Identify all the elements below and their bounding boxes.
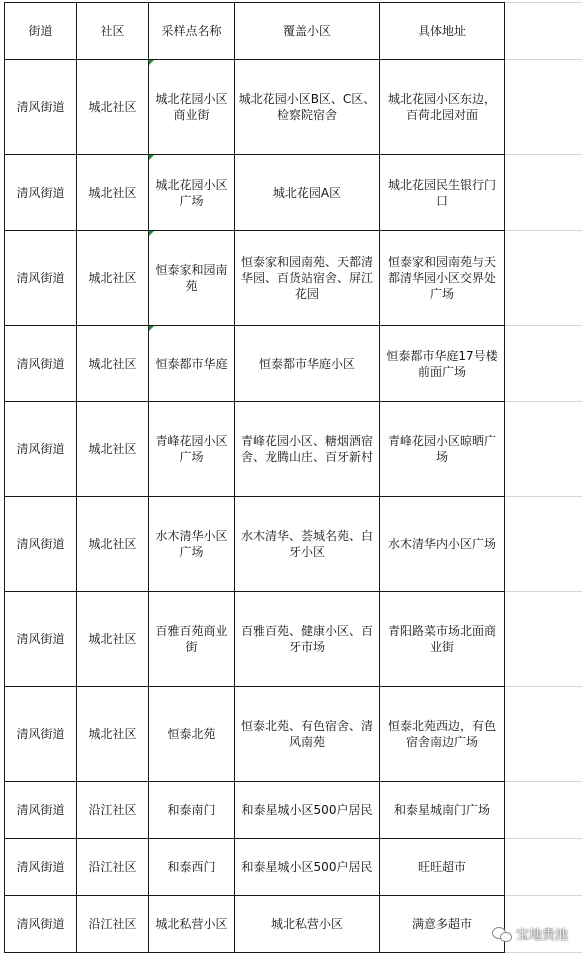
cell-text: 城北花园小区广场: [155, 177, 228, 208]
cell-text: 和泰南门: [167, 803, 216, 817]
cell-street[interactable]: [5, 326, 77, 402]
cell-text: 恒泰家和园南苑、天都清华园、百货站宿舍、屏江花园: [240, 255, 373, 301]
cell-address[interactable]: [380, 60, 505, 155]
cell-address[interactable]: [380, 402, 505, 497]
cell-street[interactable]: [5, 60, 77, 155]
cell-text: 清风街道: [16, 727, 65, 741]
cell-street[interactable]: [5, 782, 77, 839]
cell-text: 清风街道: [16, 917, 65, 931]
cell-address[interactable]: [380, 896, 505, 953]
cell-street[interactable]: [5, 592, 77, 687]
table-row: [5, 497, 582, 592]
cell-coverage[interactable]: [235, 60, 380, 155]
cell-text: 沿江社区: [88, 803, 137, 817]
cell-street[interactable]: [5, 896, 77, 953]
cell-text: 青阳路菜市场北面商业街: [387, 624, 496, 654]
cell-sampling-point[interactable]: [149, 231, 235, 326]
header-coverage[interactable]: 覆盖小区: [235, 3, 380, 60]
cell-coverage[interactable]: [235, 326, 380, 402]
cell-text: 城北社区: [88, 727, 137, 741]
cell-text: 和泰星城小区500户居民: [241, 860, 373, 874]
table-row: [5, 782, 582, 839]
empty-cell[interactable]: [505, 592, 582, 687]
cell-text: 城北社区: [88, 271, 137, 285]
cell-street[interactable]: [5, 155, 77, 231]
cell-text: 青峰花园小区、糖烟酒宿舍、龙腾山庄、百牙新村: [240, 434, 373, 464]
empty-cell[interactable]: [505, 231, 582, 326]
cell-coverage[interactable]: [235, 687, 380, 782]
header-row: [5, 3, 582, 60]
header-sampling-point[interactable]: 采样点名称: [149, 3, 235, 60]
cell-text: 城北私营小区: [155, 917, 228, 931]
cell-text: 清风街道: [16, 860, 65, 874]
empty-cell[interactable]: [505, 326, 582, 402]
cell-street[interactable]: [5, 402, 77, 497]
cell-text: 城北社区: [88, 442, 137, 456]
cell-text: 水木清华内小区广场: [387, 537, 496, 551]
cell-sampling-point[interactable]: [149, 839, 235, 896]
cell-text: 清风街道: [16, 185, 65, 200]
cell-address[interactable]: [380, 155, 505, 231]
cell-text: 城北私营小区: [270, 917, 343, 931]
cell-text: 恒泰都市华庭17号楼前面广场: [386, 348, 498, 379]
empty-cell[interactable]: [505, 60, 582, 155]
cell-text: 清风街道: [16, 803, 65, 817]
cell-coverage[interactable]: [235, 592, 380, 687]
cell-street[interactable]: [5, 497, 77, 592]
cell-text: 恒泰家和园南苑与天都清华园小区交界处广场: [387, 255, 496, 301]
cell-text: 恒泰北苑、有色宿舍、清风南苑: [240, 719, 373, 749]
empty-cell[interactable]: [505, 3, 582, 60]
header-address[interactable]: 具体地址: [380, 3, 505, 60]
cell-community[interactable]: [77, 687, 149, 782]
cell-text: 清风街道: [16, 356, 65, 371]
cell-text: 和泰星城南门广场: [393, 803, 490, 817]
cell-street[interactable]: [5, 839, 77, 896]
cell-coverage[interactable]: [235, 497, 380, 592]
cell-coverage[interactable]: [235, 402, 380, 497]
cell-text: 城北社区: [88, 356, 137, 371]
cell-coverage[interactable]: [235, 155, 380, 231]
cell-text: 满意多超市: [411, 917, 472, 931]
cell-address[interactable]: [380, 326, 505, 402]
error-indicator-icon: [149, 231, 154, 236]
header-community[interactable]: 社区: [77, 3, 149, 60]
empty-cell[interactable]: [505, 497, 582, 592]
cell-community[interactable]: [77, 231, 149, 326]
cell-text: 百雅百苑商业街: [155, 624, 228, 654]
empty-cell[interactable]: [505, 687, 582, 782]
cell-community[interactable]: [77, 326, 149, 402]
error-indicator-icon: [149, 60, 154, 65]
cell-sampling-point[interactable]: [149, 326, 235, 402]
cell-text: 清风街道: [16, 632, 65, 646]
cell-text: 城北社区: [88, 100, 137, 114]
cell-text: 城北社区: [88, 632, 137, 646]
watermark: [492, 924, 568, 943]
cell-text: 沿江社区: [88, 860, 137, 874]
empty-cell[interactable]: [505, 155, 582, 231]
empty-cell[interactable]: [505, 782, 582, 839]
cell-text: 城北花园民生银行门口: [387, 177, 496, 208]
cell-sampling-point[interactable]: [149, 592, 235, 687]
header-street[interactable]: 街道: [5, 3, 77, 60]
table-row: [5, 592, 582, 687]
table-row: [5, 839, 582, 896]
cell-text: 水木清华、荟城名苑、白牙小区: [240, 529, 373, 559]
cell-sampling-point[interactable]: [149, 402, 235, 497]
table-row: [5, 155, 582, 231]
cell-text: 恒泰都市华庭: [155, 356, 228, 371]
cell-text: 沿江社区: [88, 917, 137, 931]
cell-text: 和泰星城小区500户居民: [241, 803, 373, 817]
cell-text: 青峰花园小区广场: [155, 434, 228, 464]
empty-cell[interactable]: [505, 402, 582, 497]
cell-address[interactable]: [380, 839, 505, 896]
cell-text: 水木清华小区广场: [155, 529, 228, 559]
cell-address[interactable]: [380, 497, 505, 592]
cell-community[interactable]: [77, 497, 149, 592]
table-row: [5, 402, 582, 497]
table-row: [5, 326, 582, 402]
cell-text: 清风街道: [16, 271, 65, 285]
wechat-icon: [492, 926, 512, 942]
cell-community[interactable]: [77, 402, 149, 497]
cell-sampling-point[interactable]: [149, 896, 235, 953]
cell-address[interactable]: [380, 231, 505, 326]
sampling-points-table: [4, 2, 582, 953]
cell-sampling-point[interactable]: [149, 687, 235, 782]
table-row: [5, 687, 582, 782]
cell-street[interactable]: [5, 231, 77, 326]
cell-text: 旺旺超市: [417, 860, 466, 874]
cell-text: 城北花园小区B区、C区、检察院宿舍: [238, 92, 376, 122]
table-row: [5, 60, 582, 155]
watermark-text: 宝地贵池: [515, 928, 568, 943]
cell-text: 城北社区: [88, 537, 137, 551]
cell-coverage[interactable]: [235, 839, 380, 896]
cell-text: 清风街道: [16, 442, 65, 456]
cell-text: 城北花园A区: [272, 185, 342, 200]
cell-sampling-point[interactable]: [149, 782, 235, 839]
cell-text: 清风街道: [16, 100, 65, 114]
cell-address[interactable]: [380, 592, 505, 687]
cell-community[interactable]: [77, 839, 149, 896]
empty-cell[interactable]: [505, 839, 582, 896]
cell-coverage[interactable]: [235, 231, 380, 326]
cell-text: 和泰西门: [167, 860, 216, 874]
error-indicator-icon: [149, 326, 154, 331]
cell-coverage[interactable]: [235, 782, 380, 839]
cell-text: 恒泰北苑西边，有色宿舍南边广场: [387, 719, 496, 749]
cell-community[interactable]: [77, 592, 149, 687]
cell-community[interactable]: [77, 896, 149, 953]
cell-text: 青峰花园小区晾晒广场: [387, 434, 496, 464]
cell-text: 城北社区: [88, 185, 137, 200]
cell-text: 恒泰北苑: [167, 727, 216, 741]
cell-text: 百雅百苑、健康小区、百牙市场: [240, 624, 373, 654]
cell-text: 恒泰家和园南苑: [155, 263, 228, 293]
table-row: [5, 231, 582, 326]
cell-sampling-point[interactable]: [149, 497, 235, 592]
error-indicator-icon: [149, 155, 154, 160]
cell-coverage[interactable]: [235, 896, 380, 953]
cell-text: 城北花园小区商业街: [155, 92, 228, 122]
cell-text: 清风街道: [16, 537, 65, 551]
cell-community[interactable]: [77, 60, 149, 155]
cell-sampling-point[interactable]: [149, 60, 235, 155]
cell-street[interactable]: [5, 687, 77, 782]
cell-address[interactable]: [380, 782, 505, 839]
cell-community[interactable]: [77, 782, 149, 839]
cell-text: 恒泰都市华庭小区: [258, 356, 355, 371]
cell-text: 城北花园小区东边，百荷北园对面: [387, 92, 496, 122]
cell-community[interactable]: [77, 155, 149, 231]
cell-sampling-point[interactable]: [149, 155, 235, 231]
cell-address[interactable]: [380, 687, 505, 782]
